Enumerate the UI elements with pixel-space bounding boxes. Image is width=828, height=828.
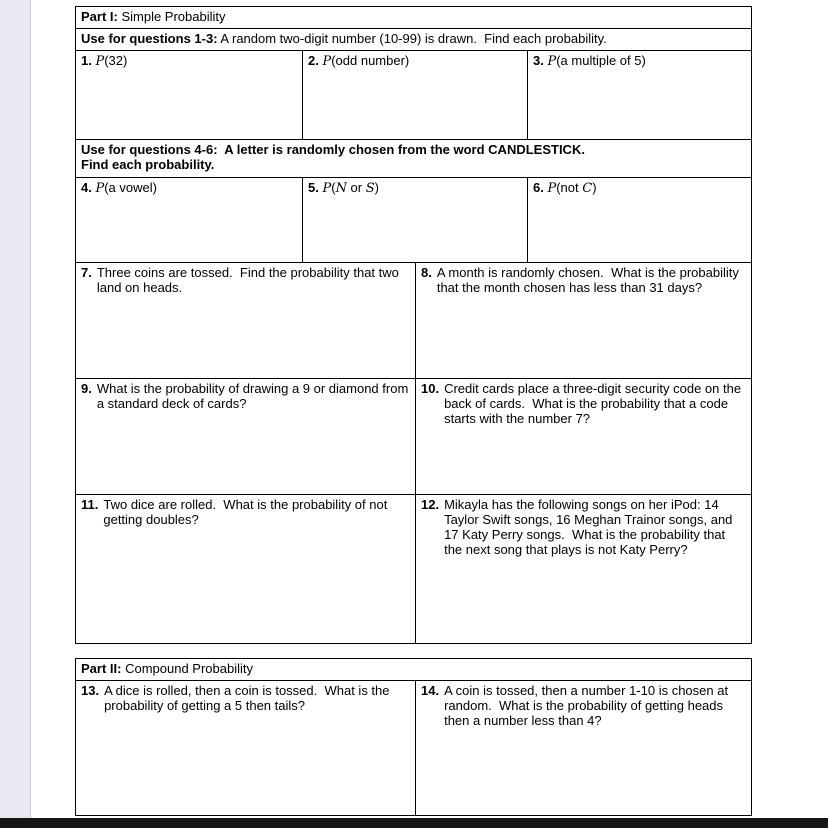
instructions-1-3-cell <box>76 29 752 51</box>
q6-close: ) <box>592 180 597 195</box>
instructions-4-6-cell <box>76 140 752 178</box>
q2-p-symbol: P <box>322 54 332 69</box>
instructions-1-3-bold: Use for questions 1-3: <box>81 31 218 46</box>
q5-number: 5. <box>308 180 319 195</box>
q5-cell <box>303 178 528 263</box>
part1-title-rest: Simple Probability <box>117 9 226 24</box>
part2-title-bold: Part II: <box>81 661 122 676</box>
q12-text: Mikayla has the following songs on her iPod: 14 Taylor Swift songs, 16 Meghan Trainor songs, and 17 Katy Perry songs. What is the probability that the next song that plays is not Katy Perry? <box>444 497 737 557</box>
q12-number: 12. <box>421 497 440 512</box>
q6-number: 6. <box>533 180 544 195</box>
bottom-bar <box>0 818 828 828</box>
q8-cell <box>416 263 752 379</box>
questions-4-6-row <box>76 178 752 263</box>
q3-p-symbol: P <box>547 54 557 69</box>
q7-number: 7. <box>81 265 92 280</box>
q6-p-symbol: P <box>547 181 557 196</box>
part1-table <box>75 6 752 644</box>
part1-title-bold: Part I: <box>81 9 118 24</box>
q4-text: (a vowel) <box>104 180 157 195</box>
q5-var-s: S <box>365 181 375 196</box>
questions-9-10-row <box>76 379 752 495</box>
q6-var-c: C <box>582 181 593 196</box>
q5-var-n: N <box>335 181 347 196</box>
q1-p-symbol: P <box>95 54 105 69</box>
q13-cell <box>76 681 416 816</box>
q11-number: 11. <box>81 497 99 512</box>
q5-p-symbol: P <box>322 181 332 196</box>
q3-cell <box>528 51 752 140</box>
q11-cell <box>76 495 416 644</box>
part1-title-row <box>76 7 752 29</box>
q14-text: A coin is tossed, then a number 1-10 is chosen at random. What is the probability of getting heads then a number less than 4? <box>444 683 732 728</box>
q12-cell <box>416 495 752 644</box>
part2-title-cell <box>76 659 752 681</box>
q8-text: A month is randomly chosen. What is the probability that the month chosen has less than 31 days? <box>436 265 743 295</box>
q10-cell <box>416 379 752 495</box>
viewer-left-gutter <box>0 0 31 828</box>
q2-text: (odd number) <box>331 53 410 68</box>
q4-cell <box>76 178 303 263</box>
instructions-4-6-line2: Find each probability. <box>81 157 215 172</box>
q1-text: (32) <box>104 53 128 68</box>
q2-cell <box>303 51 528 140</box>
part2-title-rest: Compound Probability <box>121 661 253 676</box>
questions-7-8-row <box>76 263 752 379</box>
q1-number: 1. <box>81 53 92 68</box>
part2-title-row <box>76 659 752 681</box>
q4-p-symbol: P <box>95 181 105 196</box>
q7-cell <box>76 263 416 379</box>
q6-cell <box>528 178 752 263</box>
q11-text: Two dice are rolled. What is the probability of not getting doubles? <box>103 497 391 527</box>
part1-title-cell <box>76 7 752 29</box>
q14-cell <box>416 681 752 816</box>
q10-number: 10. <box>421 381 440 396</box>
instructions-1-3-rest: A random two-digit number (10-99) is drawn. Find each probability. <box>217 31 607 46</box>
q8-number: 8. <box>421 265 432 280</box>
q9-cell <box>76 379 416 495</box>
instructions-4-6-line1: Use for questions 4-6: A letter is randomly chosen from the word CANDLESTICK. <box>81 142 585 157</box>
q2-number: 2. <box>308 53 319 68</box>
part2-table <box>75 658 752 816</box>
q13-text: A dice is rolled, then a coin is tossed. What is the probability of getting a 5 then tails? <box>104 683 394 713</box>
q1-cell <box>76 51 303 140</box>
questions-13-14-row <box>76 681 752 816</box>
worksheet-page <box>75 6 751 816</box>
instructions-4-6-row <box>76 140 752 178</box>
q9-number: 9. <box>81 381 92 396</box>
q5-open: ( <box>331 180 336 195</box>
q7-text: Three coins are tossed. Find the probability that two land on heads. <box>96 265 403 295</box>
q5-close: ) <box>374 180 379 195</box>
questions-1-3-row <box>76 51 752 140</box>
q13-number: 13. <box>81 683 100 698</box>
q10-text: Credit cards place a three-digit security code on the back of cards. What is the probability that a code starts with the number 7? <box>444 381 745 426</box>
q3-number: 3. <box>533 53 544 68</box>
q9-text: What is the probability of drawing a 9 or diamond from a standard deck of cards? <box>96 381 412 411</box>
q3-text: (a multiple of 5) <box>556 53 646 68</box>
q4-number: 4. <box>81 180 92 195</box>
q14-number: 14. <box>421 683 440 698</box>
questions-11-12-row <box>76 495 752 644</box>
instructions-1-3-row <box>76 29 752 51</box>
q5-or: or <box>346 180 366 195</box>
q6-open: (not <box>556 180 583 195</box>
